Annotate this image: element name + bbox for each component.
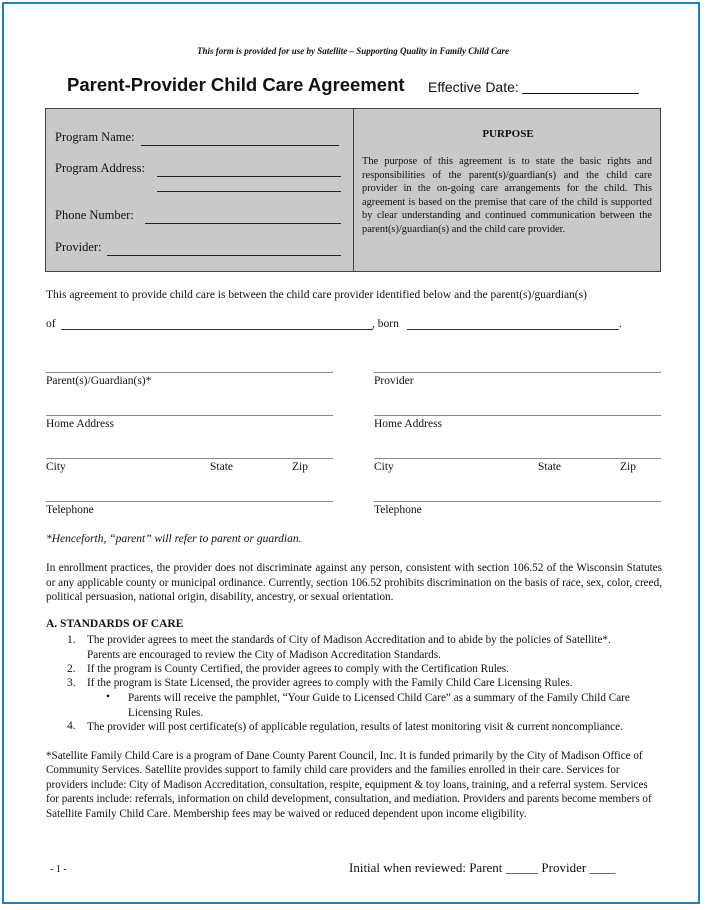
list-item: The provider will post certificate(s) of applicable regulation, results of latest monitoring visit & current noncompliance. [87, 721, 623, 733]
guardian-address-label: Home Address [46, 418, 115, 430]
nondiscrimination-paragraph: In enrollment practices, the provider does not discriminate against any person, consistent with section 106.52 of the Wisconsin Statutes or any applicable county or municipal ordinance. Currently, section 106.52 prohibits discrimination on the basis of race, sex, color, creed, political persuasion, national origin, disability, ancestry, or sexual orientation. [46, 562, 662, 604]
provider-label: Provider: [55, 240, 102, 254]
guardian-telephone-label: Telephone [46, 504, 94, 516]
program-address-field-2[interactable] [157, 191, 341, 192]
bullet-icon: • [106, 691, 111, 703]
purpose-heading: PURPOSE [482, 128, 534, 140]
list-item: If the program is State Licensed, the provider agrees to comply with the Family Child Care Licensing Rules. [87, 677, 573, 689]
guardian-city-line[interactable] [46, 458, 333, 459]
provider-telephone-line[interactable] [374, 501, 661, 502]
phone-number-field[interactable] [145, 223, 341, 224]
provider-address-line[interactable] [374, 415, 661, 416]
intro-text: This agreement to provide child care is between the child care provider identified below and the parent(s)/guardian(s) [46, 289, 587, 301]
provider-state-label: State [538, 461, 561, 473]
phone-number-label: Phone Number: [55, 208, 134, 222]
of-label: of [46, 318, 56, 330]
list-item: The provider agrees to meet the standards of City of Madison Accreditation and to abide by the policies of Satellite*. Parents are encouraged to review the City of Madison Accreditation Standards. [87, 634, 611, 661]
guardian-label: Parent(s)/Guardian(s)* [46, 375, 152, 387]
list-item: If the program is County Certified, the provider agrees to comply with the Certification Rules. [87, 663, 509, 675]
birth-date-field[interactable] [407, 329, 619, 330]
provider-telephone-label: Telephone [374, 504, 422, 516]
program-address-label: Program Address: [55, 161, 145, 175]
list-item-number: 1. [67, 634, 76, 646]
list-item-number: 2. [67, 663, 76, 675]
page-number: - 1 - [50, 864, 67, 875]
guardian-city-label: City [46, 461, 66, 473]
provider-city-label: City [374, 461, 394, 473]
program-info-box [45, 108, 661, 272]
provider-signature-line[interactable] [374, 372, 661, 373]
initial-when-reviewed: Initial when reviewed: Parent _____ Provider ____ [349, 860, 616, 875]
provider-sig-label: Provider [374, 375, 414, 387]
program-name-field[interactable] [141, 145, 339, 146]
guardian-address-line[interactable] [46, 415, 333, 416]
parent-definition-note: *Henceforth, “parent” will refer to parent or guardian. [46, 533, 302, 545]
list-item-number: 4. [67, 720, 76, 732]
effective-date-field[interactable] [522, 93, 639, 94]
born-label: , born [372, 318, 399, 330]
page-title: Parent-Provider Child Care Agreement [67, 74, 405, 95]
guardian-telephone-line[interactable] [46, 501, 333, 502]
provider-zip-label: Zip [620, 461, 636, 473]
list-item-number: 3. [67, 677, 76, 689]
section-a-heading: A. STANDARDS OF CARE [46, 618, 184, 630]
form-notice: This form is provided for use by Satellite – Supporting Quality in Family Child Care [196, 46, 510, 56]
program-name-label: Program Name: [55, 130, 135, 144]
guardian-state-label: State [210, 461, 233, 473]
program-address-field-1[interactable] [157, 176, 341, 177]
provider-field[interactable] [107, 255, 341, 256]
guardian-signature-line[interactable] [46, 372, 333, 373]
guardian-zip-label: Zip [292, 461, 308, 473]
purpose-text: The purpose of this agreement is to state the basic rights and responsibilities of the parent(s)/guardian(s) and the child care provider in the on-going care arrangements for the child. This agreement is based on the premise that care of the child is supported by clear understanding and continued communication between the parent(s)/guardian(s) and the child care provider. [362, 156, 652, 235]
provider-address-label: Home Address [374, 418, 443, 430]
end-period: . [619, 318, 622, 330]
provider-city-line[interactable] [374, 458, 661, 459]
list-item: Parents will receive the pamphlet, “Your Guide to Licensed Child Care” as a summary of the Family Child Care Licensing Rules. [128, 692, 630, 719]
child-name-field[interactable] [61, 329, 373, 330]
satellite-footnote: *Satellite Family Child Care is a program of Dane County Parent Council, Inc. It is funded primarily by the City of Madison Office of Community Services. Satellite provides support to family child care providers and the families enrolled in their care. Services for providers include: City of Madison Accreditation, consultation, respite, equipment & toy loans, training, and a referral system. Services for parents include: referrals, information on child development, consultation, and mediation. Providers and parents become members of Satellite Family Child Care. Membership fees may be waived or reduced dependent upon income eligibility. [46, 750, 652, 820]
effective-date-label: Effective Date: [428, 79, 519, 95]
